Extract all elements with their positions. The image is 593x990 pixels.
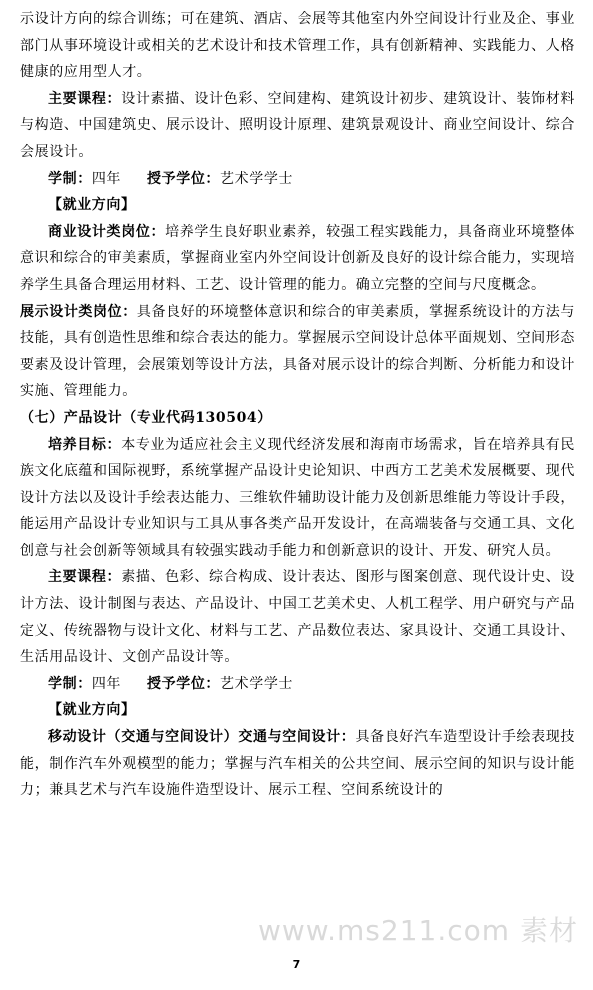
watermark: www.ms211.com 素材: [258, 914, 578, 947]
training-goal-text: 本专业为适应社会主义现代经济发展和海南市场需求，旨在培养具有民族文化底蕴和国际视野，系统掌握产品设计史论知识、中西方工艺美术发展概要、现代设计方法以及设计手绘表达能力、三维软件辅助设计能力及创新思维能力等设计手段，能运用产品设计专业知识与工具从事各类产品开发设计，在高端装备与交通工具、文化创意与社会创新等领域具有较强实践动手能力和创新意识的设计、开发、研究人员。: [20, 436, 575, 559]
exhibition-design-label: 展示设计类岗位：: [20, 303, 137, 320]
duration-label: 学制：: [48, 675, 92, 692]
commercial-design-text: 培养学生良好职业素养，较强工程实践能力，具备商业环境整体意识和综合的审美素质，掌握商业室内外空间设计创新及良好的设计综合能力，实现培养学生具备合理运用材料、工艺、设计管理的能力。确立完整的空间与尺度概念。: [20, 223, 575, 293]
paragraph-program-intro-end: [20, 6, 575, 86]
main-courses-label: 主要课程：: [48, 90, 122, 107]
employment-heading-env: 【就业方向】: [48, 197, 136, 214]
paragraph-main-courses-env: [20, 86, 575, 166]
paragraph-commercial-design-jobs: [20, 219, 575, 299]
duration-value: 四年: [91, 170, 122, 187]
paragraph-mobility-design-jobs: [20, 724, 575, 804]
main-courses-text: 素描、色彩、综合构成、设计表达、图形与图案创意、现代设计史、设计方法、设计制图与表达、产品设计、中国工艺美术史、人机工程学、用户研究与产品定义、传统器物与设计文化、材料与工艺、产品数位表达、家具设计、交通工具设计、生活用品设计、文创产品设计等。: [20, 569, 575, 666]
degree-value: 艺术学学士: [220, 675, 294, 692]
duration-label: 学制：: [48, 170, 92, 187]
paragraph-duration-degree-env: [20, 166, 575, 193]
mobility-design-text: 具备良好汽车造型设计手绘表现技能，制作汽车外观模型的能力；掌握与汽车相关的公共空间、展示空间的知识与设计能力；兼具艺术与汽车设施件造型设计、展示工程、空间系统设计的: [20, 729, 575, 799]
degree-label: 授予学位：: [147, 170, 221, 187]
commercial-design-label: 商业设计类岗位：: [48, 223, 166, 240]
paragraph-duration-degree-product: [20, 671, 575, 698]
main-courses-label: 主要课程：: [48, 569, 122, 586]
degree-value: 艺术学学士: [220, 170, 294, 187]
page-number: 7: [292, 958, 301, 971]
employment-heading-product: 【就业方向】: [48, 702, 136, 719]
section-title-product-design: （七）产品设计（专业代码130504）: [20, 409, 272, 426]
paragraph-training-goal: [20, 432, 575, 565]
mobility-design-label: 移动设计（交通与空间设计）交通与空间设计：: [48, 729, 356, 746]
paragraph-exhibition-design-jobs: [20, 299, 575, 405]
training-goal-label: 培养目标：: [48, 436, 122, 453]
duration-value: 四年: [91, 675, 122, 692]
paragraph-text: 示设计方向的综合训练；可在建筑、酒店、会展等其他室内外空间设计行业及企、事业部门从事环境设计或相关的艺术设计和技术管理工作，具有创新精神、实践能力、人格健康的应用型人才。: [20, 11, 575, 81]
main-courses-text: 设计素描、设计色彩、空间建构、建筑设计初步、建筑设计、装饰材料与构造、中国建筑史、展示设计、照明设计原理、建筑景观设计、商业空间设计、综合会展设计。: [20, 90, 575, 160]
paragraph-main-courses-product: [20, 564, 575, 670]
degree-label: 授予学位：: [147, 675, 221, 692]
exhibition-design-text: 具备良好的环境整体意识和综合的审美素质，掌握系统设计的方法与技能，具有创造性思维和综合表达的能力。掌握展示空间设计总体平面规划、空间形态要素及设计管理，会展策划等设计方法，具备对展示设计的综合判断、分析能力和设计实施、管理能力。: [20, 303, 575, 400]
document-page: [20, 6, 575, 804]
